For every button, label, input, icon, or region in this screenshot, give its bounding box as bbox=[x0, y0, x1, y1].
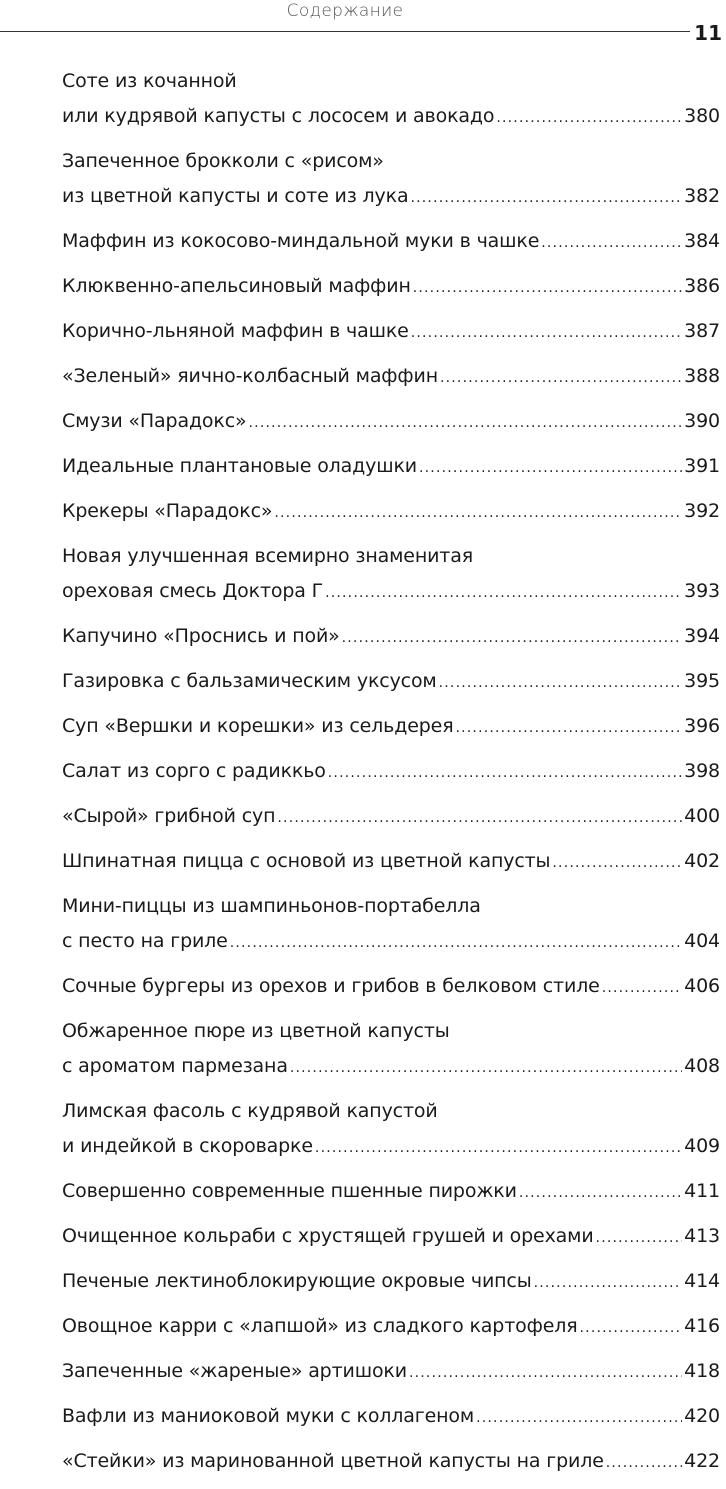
toc-entry-last-line bbox=[62, 1354, 720, 1391]
dot-leader bbox=[342, 621, 683, 656]
toc-entry bbox=[62, 1219, 720, 1256]
toc-entry-title-line: Совершенно современные пшенные пирожки bbox=[62, 1180, 517, 1202]
dot-leader bbox=[325, 576, 682, 611]
dot-leader bbox=[476, 1401, 682, 1436]
toc-entry-last-line bbox=[62, 1129, 720, 1166]
toc-entry-title-line: Клюквенно-апельсиновый маффин bbox=[62, 275, 411, 297]
toc-entry-title-line: и индейкой в скороварке bbox=[62, 1135, 313, 1157]
toc-entry-page-number: 418 bbox=[684, 1360, 720, 1382]
toc-entry-last-line bbox=[62, 574, 720, 611]
toc-entry-page-number: 396 bbox=[684, 715, 720, 737]
toc-entry-last-line bbox=[62, 969, 720, 1006]
toc-entry-title-line: Шпинатная пицца с основой из цветной капусты bbox=[62, 850, 551, 872]
toc-entry-title-line: с ароматом пармезана bbox=[62, 1055, 288, 1077]
toc-entry bbox=[62, 269, 720, 306]
toc-entry-page-number: 393 bbox=[684, 580, 720, 602]
dot-leader bbox=[496, 101, 682, 136]
toc-entry-title-line: Капучино «Проснись и пой» bbox=[62, 625, 340, 647]
toc-entry-title-line: Лимская фасоль с кудрявой капустой bbox=[62, 1100, 438, 1122]
dot-leader bbox=[602, 971, 682, 1006]
toc-entry bbox=[62, 664, 720, 701]
dot-leader bbox=[519, 1176, 682, 1211]
toc-entry bbox=[62, 754, 720, 791]
dot-leader bbox=[411, 316, 682, 351]
toc-entry-page-number: 395 bbox=[684, 670, 720, 692]
toc-entry-title-line: Обжаренное пюре из цветной капусты bbox=[62, 1020, 450, 1042]
toc-entry-page-number: 390 bbox=[684, 410, 720, 432]
toc-entry bbox=[62, 404, 720, 441]
toc-entry-title-line: Сочные бургеры из орехов и грибов в белковом стиле bbox=[62, 975, 600, 997]
toc-entry-page-number: 411 bbox=[684, 1180, 720, 1202]
toc-entry-last-line bbox=[62, 1174, 720, 1211]
dot-leader bbox=[439, 666, 683, 701]
toc-entry bbox=[62, 799, 720, 836]
toc-entry-last-line bbox=[62, 619, 720, 656]
toc-entry-last-line bbox=[62, 664, 720, 701]
toc-entry bbox=[62, 1309, 720, 1346]
toc-entry-title-line: или кудрявой капусты с лососем и авокадо bbox=[62, 105, 495, 127]
toc-entry-last-line bbox=[62, 99, 720, 136]
dot-leader bbox=[419, 451, 682, 486]
toc-entry-last-line bbox=[62, 269, 720, 306]
toc-entry bbox=[62, 844, 720, 881]
page-number: 11 bbox=[694, 21, 722, 45]
toc-entry-last-line bbox=[62, 449, 720, 486]
toc-entry bbox=[62, 1444, 720, 1481]
toc-entry-page-number: 420 bbox=[684, 1405, 720, 1427]
dot-leader bbox=[596, 1221, 683, 1256]
toc-entry-page-number: 413 bbox=[684, 1225, 720, 1247]
toc-entry-title-line: Овощное карри с «лапшой» из сладкого картофеля bbox=[62, 1315, 578, 1337]
toc-entry-last-line bbox=[62, 494, 720, 531]
toc-entry-page-number: 391 bbox=[684, 455, 720, 477]
toc-entry bbox=[62, 144, 720, 216]
toc-entry-title-line: Суп «Вершки и корешки» из сельдерея bbox=[62, 715, 454, 737]
toc-entry bbox=[62, 1014, 720, 1086]
toc-entry-page-number: 386 bbox=[684, 275, 720, 297]
toc-entry bbox=[62, 1094, 720, 1166]
toc-entry-page-number: 404 bbox=[684, 930, 720, 952]
dot-leader bbox=[409, 1356, 682, 1391]
toc-entry bbox=[62, 709, 720, 746]
toc-entry-last-line bbox=[62, 1219, 720, 1256]
dot-leader bbox=[440, 361, 682, 396]
toc-entry bbox=[62, 1399, 720, 1436]
toc-entry-last-line bbox=[62, 179, 720, 216]
dot-leader bbox=[410, 181, 682, 216]
toc-entry-title-line: Корично-льняной маффин в чашке bbox=[62, 320, 409, 342]
toc-entry-last-line bbox=[62, 799, 720, 836]
toc-entry-title-line: Печеные лектиноблокирующие окровые чипсы bbox=[62, 1270, 532, 1292]
toc-entry-last-line bbox=[62, 359, 720, 396]
dot-leader bbox=[328, 756, 682, 791]
toc-entry bbox=[62, 359, 720, 396]
toc-entry-page-number: 408 bbox=[684, 1055, 720, 1077]
toc-entry-page-number: 398 bbox=[684, 760, 720, 782]
toc-entry-page-number: 384 bbox=[684, 230, 720, 252]
dot-leader bbox=[534, 1266, 683, 1301]
toc-entry-page-number: 422 bbox=[684, 1450, 720, 1472]
table-of-contents bbox=[62, 64, 720, 1489]
toc-entry bbox=[62, 619, 720, 656]
toc-entry-page-number: 388 bbox=[684, 365, 720, 387]
toc-entry-last-line bbox=[62, 404, 720, 441]
toc-entry-last-line bbox=[62, 844, 720, 881]
toc-entry-title-line: «Сырой» грибной суп bbox=[62, 805, 276, 827]
toc-entry-title-line: Мини-пиццы из шампиньонов-портабелла bbox=[62, 895, 481, 917]
dot-leader bbox=[274, 496, 682, 531]
dot-leader bbox=[541, 226, 682, 261]
dot-leader bbox=[277, 801, 682, 836]
page-header bbox=[0, 0, 726, 48]
toc-entry-title-line: из цветной капусты и соте из лука bbox=[62, 185, 409, 207]
dot-leader bbox=[606, 1446, 682, 1481]
toc-entry-title-line: Идеальные плантановые оладушки bbox=[62, 455, 417, 477]
toc-entry bbox=[62, 889, 720, 961]
toc-entry-title-line: ореховая смесь Доктора Г bbox=[62, 580, 324, 602]
toc-entry-title-line: Смузи «Парадокс» bbox=[62, 410, 247, 432]
toc-entry-last-line bbox=[62, 314, 720, 351]
toc-entry-last-line bbox=[62, 1399, 720, 1436]
toc-entry-title-line: Запеченные «жареные» артишоки bbox=[62, 1360, 407, 1382]
dot-leader bbox=[552, 846, 682, 881]
toc-entry-last-line bbox=[62, 1309, 720, 1346]
toc-entry-last-line bbox=[62, 1049, 720, 1086]
toc-entry bbox=[62, 224, 720, 261]
dot-leader bbox=[315, 1131, 682, 1166]
toc-entry bbox=[62, 314, 720, 351]
toc-entry-title-line: Маффин из кокосово-миндальной муки в чашке bbox=[62, 230, 540, 252]
toc-entry-title-line: Соте из кочанной bbox=[62, 70, 237, 92]
dot-leader bbox=[413, 271, 682, 306]
toc-entry-page-number: 406 bbox=[684, 975, 720, 997]
toc-entry-page-number: 409 bbox=[684, 1135, 720, 1157]
toc-entry-page-number: 387 bbox=[684, 320, 720, 342]
toc-entry-title-line: Салат из сорго с радиккьо bbox=[62, 760, 326, 782]
toc-entry-title-line: Вафли из маниоковой муки с коллагеном bbox=[62, 1405, 475, 1427]
toc-entry-page-number: 394 bbox=[684, 625, 720, 647]
toc-entry-page-number: 414 bbox=[684, 1270, 720, 1292]
toc-entry-title-line: Газировка с бальзамическим уксусом bbox=[62, 670, 437, 692]
toc-entry bbox=[62, 539, 720, 611]
toc-entry bbox=[62, 1174, 720, 1211]
toc-entry-page-number: 400 bbox=[684, 805, 720, 827]
toc-entry bbox=[62, 1354, 720, 1391]
toc-entry-last-line bbox=[62, 924, 720, 961]
toc-entry bbox=[62, 1264, 720, 1301]
toc-entry-last-line bbox=[62, 1264, 720, 1301]
toc-entry-title-line: Запеченное брокколи с «рисом» bbox=[62, 150, 384, 172]
dot-leader bbox=[290, 1051, 682, 1086]
toc-entry-last-line bbox=[62, 224, 720, 261]
toc-entry-title-line: Очищенное кольраби с хрустящей грушей и орехами bbox=[62, 1225, 594, 1247]
toc-entry bbox=[62, 449, 720, 486]
dot-leader bbox=[249, 406, 683, 441]
toc-entry-title-line: «Зеленый» яично-колбасный маффин bbox=[62, 365, 438, 387]
toc-entry-last-line bbox=[62, 1444, 720, 1481]
toc-entry-last-line bbox=[62, 709, 720, 746]
dot-leader bbox=[455, 711, 682, 746]
dot-leader bbox=[230, 926, 682, 961]
toc-entry-page-number: 416 bbox=[684, 1315, 720, 1337]
toc-entry-title-line: с песто на гриле bbox=[62, 930, 228, 952]
toc-entry-page-number: 392 bbox=[684, 500, 720, 522]
toc-entry-last-line bbox=[62, 754, 720, 791]
toc-entry bbox=[62, 64, 720, 136]
toc-entry-page-number: 402 bbox=[684, 850, 720, 872]
toc-entry-title-line: «Стейки» из маринованной цветной капусты на гриле bbox=[62, 1450, 604, 1472]
toc-entry-title-line: Новая улучшенная всемирно знаменитая bbox=[62, 545, 473, 567]
toc-entry-page-number: 380 bbox=[684, 105, 720, 127]
toc-entry bbox=[62, 969, 720, 1006]
toc-entry bbox=[62, 494, 720, 531]
toc-entry-title-line: Крекеры «Парадокс» bbox=[62, 500, 273, 522]
section-title: Содержание bbox=[286, 1, 404, 21]
toc-entry-page-number: 382 bbox=[684, 185, 720, 207]
dot-leader bbox=[580, 1311, 683, 1346]
header-rule bbox=[0, 31, 690, 32]
